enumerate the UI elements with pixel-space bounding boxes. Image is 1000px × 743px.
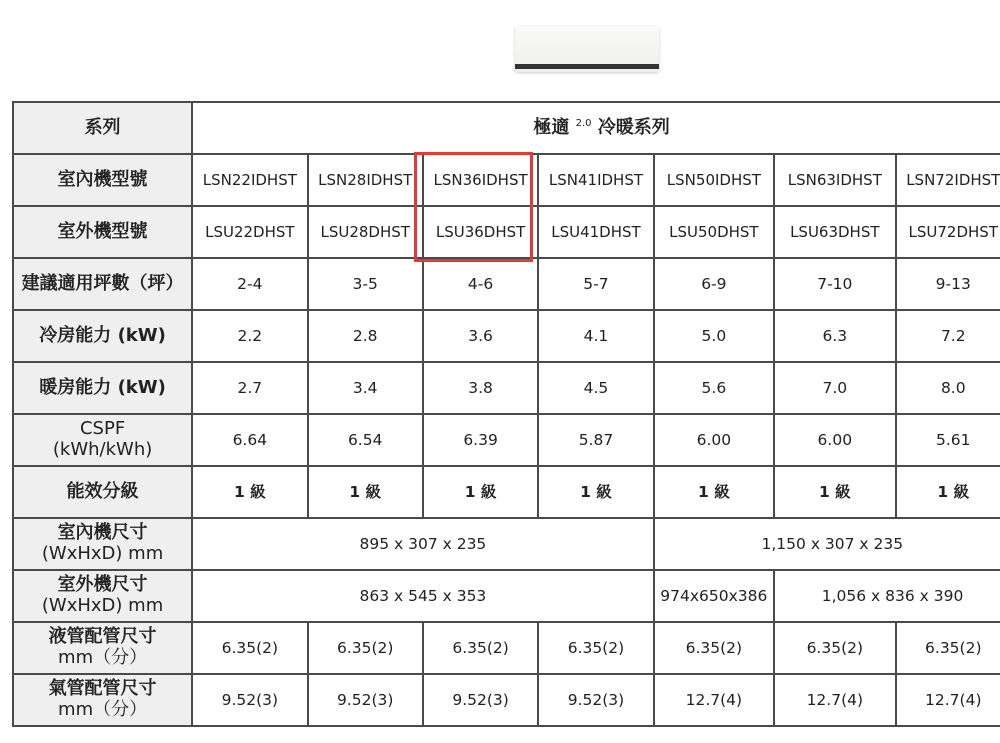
cooling-cell: 4.1 — [538, 310, 653, 362]
liquid-pipe-row — [13, 622, 1000, 674]
outdoor-model-cell: LSU41DHST — [538, 206, 653, 258]
series-label: 系列 — [13, 102, 192, 154]
outdoor-size-cell: 974x650x386 — [654, 570, 774, 622]
area-cell: 6-9 — [654, 258, 774, 310]
outdoor-model-cell: LSU36DHST — [423, 206, 538, 258]
row-label — [13, 414, 192, 466]
series-row — [13, 102, 1000, 154]
area-cell: 4-6 — [423, 258, 538, 310]
outdoor-model-cell: LSU72DHST — [896, 206, 1000, 258]
cooling-cell: 2.2 — [192, 310, 307, 362]
cooling-cell: 7.2 — [896, 310, 1000, 362]
cspf-cell: 5.87 — [538, 414, 653, 466]
efficiency-row — [13, 466, 1000, 518]
indoor-model-cell: LSN50IDHST — [654, 154, 774, 206]
indoor-size-cell: 895 x 307 x 235 — [192, 518, 654, 570]
row-label-line1: CSPF — [79, 418, 126, 440]
indoor-model-row — [13, 154, 1000, 206]
indoor-size-row — [13, 518, 1000, 570]
cooling-cell: 3.6 — [423, 310, 538, 362]
row-label-line2: (WxHxD) mm — [41, 543, 164, 564]
outdoor-model-cell: LSU50DHST — [654, 206, 774, 258]
indoor-model-cell: LSN41IDHST — [538, 154, 653, 206]
liquid-pipe-cell: 6.35(2) — [896, 622, 1000, 674]
row-label-line1: 液管配管尺寸 — [48, 626, 157, 648]
cooling-cell: 5.0 — [654, 310, 774, 362]
row-label-line1: 室內機尺寸 — [57, 522, 148, 544]
cspf-cell: 5.61 — [896, 414, 1000, 466]
cooling-cell: 2.8 — [308, 310, 423, 362]
indoor-size-cell: 1,150 x 307 x 235 — [654, 518, 1000, 570]
indoor-model-cell: LSN22IDHST — [192, 154, 307, 206]
cooling-cell: 6.3 — [774, 310, 895, 362]
liquid-pipe-cell: 6.35(2) — [774, 622, 895, 674]
efficiency-cell: 1 級 — [192, 466, 307, 518]
efficiency-cell: 1 級 — [896, 466, 1000, 518]
row-label-line2: (WxHxD) mm — [41, 595, 164, 616]
row-label — [13, 518, 192, 570]
row-label: 能效分級 — [13, 466, 192, 518]
row-label-line1: 氣管配管尺寸 — [48, 678, 157, 700]
cspf-cell: 6.54 — [308, 414, 423, 466]
cspf-cell: 6.64 — [192, 414, 307, 466]
gas-pipe-cell: 12.7(4) — [774, 674, 895, 726]
series-title-prefix: 極適 — [533, 117, 570, 139]
cspf-cell: 6.00 — [774, 414, 895, 466]
gas-pipe-row — [13, 674, 1000, 726]
area-cell: 9-13 — [896, 258, 1000, 310]
row-label-line1: 室外機尺寸 — [57, 574, 148, 596]
gas-pipe-cell: 12.7(4) — [654, 674, 774, 726]
series-title-suffix: 冷暖系列 — [597, 117, 670, 139]
indoor-model-cell: LSN72IDHST — [896, 154, 1000, 206]
row-label — [13, 570, 192, 622]
row-label-line2: (kWh/kWh) — [52, 439, 153, 460]
row-label: 室外機型號 — [13, 206, 192, 258]
gas-pipe-cell: 9.52(3) — [423, 674, 538, 726]
liquid-pipe-cell: 6.35(2) — [538, 622, 653, 674]
row-label: 建議適用坪數（坪） — [13, 258, 192, 310]
row-label — [13, 622, 192, 674]
indoor-model-cell: LSN28IDHST — [308, 154, 423, 206]
area-cell: 5-7 — [538, 258, 653, 310]
gas-pipe-cell: 9.52(3) — [308, 674, 423, 726]
air-vent — [515, 64, 659, 69]
cspf-cell: 6.00 — [654, 414, 774, 466]
efficiency-cell: 1 級 — [538, 466, 653, 518]
spec-table — [12, 101, 1000, 727]
liquid-pipe-cell: 6.35(2) — [654, 622, 774, 674]
outdoor-size-cell: 863 x 545 x 353 — [192, 570, 654, 622]
efficiency-cell: 1 級 — [774, 466, 895, 518]
series-title — [192, 102, 1000, 154]
gas-pipe-cell: 12.7(4) — [896, 674, 1000, 726]
indoor-model-cell: LSN36IDHST — [423, 154, 538, 206]
cspf-row — [13, 414, 1000, 466]
efficiency-cell: 1 級 — [654, 466, 774, 518]
cooling-row — [13, 310, 1000, 362]
row-label: 室內機型號 — [13, 154, 192, 206]
heating-cell: 5.6 — [654, 362, 774, 414]
efficiency-cell: 1 級 — [423, 466, 538, 518]
area-cell: 3-5 — [308, 258, 423, 310]
row-label-line2: mm（分） — [58, 647, 148, 668]
outdoor-model-cell: LSU28DHST — [308, 206, 423, 258]
liquid-pipe-cell: 6.35(2) — [423, 622, 538, 674]
heating-row — [13, 362, 1000, 414]
area-row — [13, 258, 1000, 310]
row-label-line2: mm（分） — [58, 699, 148, 720]
efficiency-cell: 1 級 — [308, 466, 423, 518]
outdoor-model-row — [13, 206, 1000, 258]
heating-cell: 8.0 — [896, 362, 1000, 414]
indoor-unit-image — [515, 26, 659, 72]
outdoor-size-cell: 1,056 x 836 x 390 — [774, 570, 1000, 622]
heating-cell: 2.7 — [192, 362, 307, 414]
gas-pipe-cell: 9.52(3) — [192, 674, 307, 726]
liquid-pipe-cell: 6.35(2) — [192, 622, 307, 674]
outdoor-model-cell: LSU22DHST — [192, 206, 307, 258]
heating-cell: 7.0 — [774, 362, 895, 414]
cspf-cell: 6.39 — [423, 414, 538, 466]
area-cell: 2-4 — [192, 258, 307, 310]
outdoor-size-row — [13, 570, 1000, 622]
row-label: 暖房能力 (kW) — [13, 362, 192, 414]
row-label: 冷房能力 (kW) — [13, 310, 192, 362]
outdoor-model-cell: LSU63DHST — [774, 206, 895, 258]
heating-cell: 3.8 — [423, 362, 538, 414]
row-label — [13, 674, 192, 726]
liquid-pipe-cell: 6.35(2) — [308, 622, 423, 674]
series-title-sup: 2.0 — [575, 118, 592, 130]
gas-pipe-cell: 9.52(3) — [538, 674, 653, 726]
area-cell: 7-10 — [774, 258, 895, 310]
heating-cell: 3.4 — [308, 362, 423, 414]
indoor-model-cell: LSN63IDHST — [774, 154, 895, 206]
heating-cell: 4.5 — [538, 362, 653, 414]
